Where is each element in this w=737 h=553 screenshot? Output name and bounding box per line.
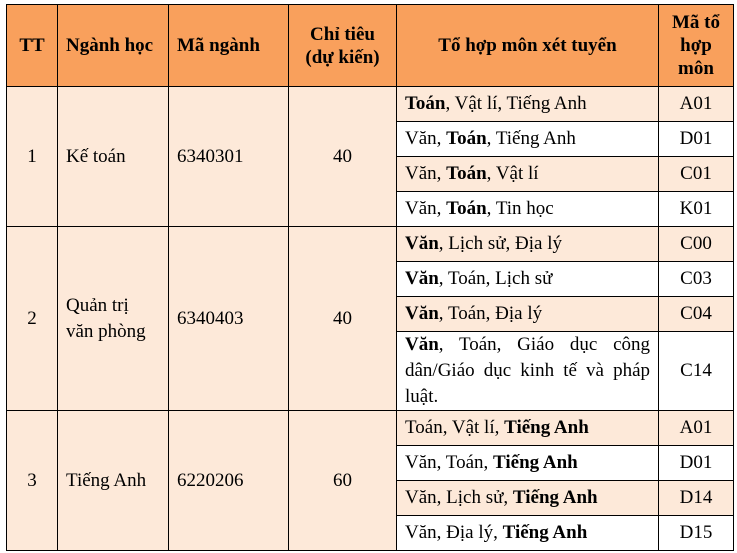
subject-text: , Tiếng Anh (486, 128, 576, 149)
combination-cell (397, 332, 659, 411)
subject-text: , Vật lí, Tiếng Anh (445, 93, 587, 114)
combo-code-cell: C00 (659, 227, 734, 262)
group-tt: 2 (7, 227, 58, 411)
subject-text: , Toán, Lịch sử (438, 268, 553, 289)
header-combo-code (659, 5, 734, 87)
subject-bold: Văn (405, 303, 439, 324)
combo-code-cell: A01 (659, 87, 734, 122)
combination-cell (397, 87, 659, 122)
subject-text: Toán, Vật lí, (405, 417, 505, 438)
subject-bold: Toán (405, 93, 446, 114)
combo-code-cell: C04 (659, 297, 734, 332)
combination-cell (397, 446, 659, 481)
header-combo-code-line2: hợp (680, 35, 712, 56)
subject-bold: Văn (405, 334, 439, 355)
header-tt: TT (7, 5, 58, 87)
combination-cell (397, 481, 659, 516)
group-tt: 3 (7, 411, 58, 551)
combo-code-cell: D01 (659, 446, 734, 481)
header-quota-line2: (dự kiến) (305, 46, 380, 68)
subject-bold: Tiếng Anh (493, 452, 578, 473)
combo-code-cell: K01 (659, 192, 734, 227)
subject-bold: Tiếng Anh (512, 487, 598, 508)
combination-cell (397, 411, 659, 446)
combination-cell (397, 262, 659, 297)
subject-text: Văn, (405, 163, 447, 184)
subject-bold: Tiếng Anh (502, 522, 588, 543)
group-major-code: 6340301 (169, 87, 289, 227)
subject-bold: Văn (405, 268, 439, 289)
subject-text: , Vật lí (486, 163, 539, 184)
subject-text: Văn, Toán, (405, 452, 494, 473)
table-row (7, 227, 734, 262)
header-major-code: Mã ngành (169, 5, 289, 87)
subject-text: , Lịch sử, Địa lý (438, 233, 563, 254)
group-major (58, 411, 169, 551)
group-quota: 60 (289, 411, 397, 551)
subject-text: Văn, Địa lý, (405, 522, 503, 543)
subject-text: Văn, Lịch sử, (405, 487, 513, 508)
combo-code-cell: A01 (659, 411, 734, 446)
subject-text: Văn, (405, 128, 447, 149)
subject-text: , Toán, Giáo dục công dân/Giáo dục kinh tế và pháp luật. (405, 334, 650, 407)
header-major: Ngành học (58, 5, 169, 87)
combo-code-cell: C14 (659, 332, 734, 411)
group-major (58, 87, 169, 227)
combo-code-cell: D01 (659, 122, 734, 157)
header-quota (289, 5, 397, 87)
subject-text: Văn, (405, 198, 447, 219)
group-major-line2: văn phòng (66, 320, 146, 342)
group-major (58, 227, 169, 411)
group-major-line1: Kế toán (66, 145, 126, 167)
header-combo-code-line3: môn (678, 58, 714, 79)
group-major-line1: Quản trị (66, 294, 129, 316)
combo-code-cell: D14 (659, 481, 734, 516)
combination-cell (397, 157, 659, 192)
table-row (7, 87, 734, 122)
group-quota: 40 (289, 87, 397, 227)
group-quota: 40 (289, 227, 397, 411)
combo-code-cell: D15 (659, 516, 734, 551)
header-quota-line1: Chỉ tiêu (310, 23, 375, 45)
combination-cell (397, 227, 659, 262)
subject-bold: Tiếng Anh (504, 417, 589, 438)
table-row (7, 411, 734, 446)
admissions-table (6, 4, 734, 551)
header-row (7, 5, 734, 87)
subject-text: , Toán, Địa lý (438, 303, 543, 324)
group-tt: 1 (7, 87, 58, 227)
subject-bold: Toán (446, 198, 487, 219)
group-major-line1: Tiếng Anh (66, 469, 147, 491)
header-combination: Tổ hợp môn xét tuyển (397, 5, 659, 87)
subject-bold: Văn (405, 233, 439, 254)
group-major-code: 6220206 (169, 411, 289, 551)
subject-bold: Toán (446, 128, 487, 149)
combination-cell (397, 192, 659, 227)
combo-code-cell: C01 (659, 157, 734, 192)
header-combo-code-line1: Mã tổ (671, 12, 720, 33)
combination-cell (397, 297, 659, 332)
combination-cell (397, 516, 659, 551)
combo-code-cell: C03 (659, 262, 734, 297)
subject-text: , Tin học (486, 198, 554, 219)
group-major-code: 6340403 (169, 227, 289, 411)
subject-bold: Toán (446, 163, 487, 184)
combination-cell (397, 122, 659, 157)
